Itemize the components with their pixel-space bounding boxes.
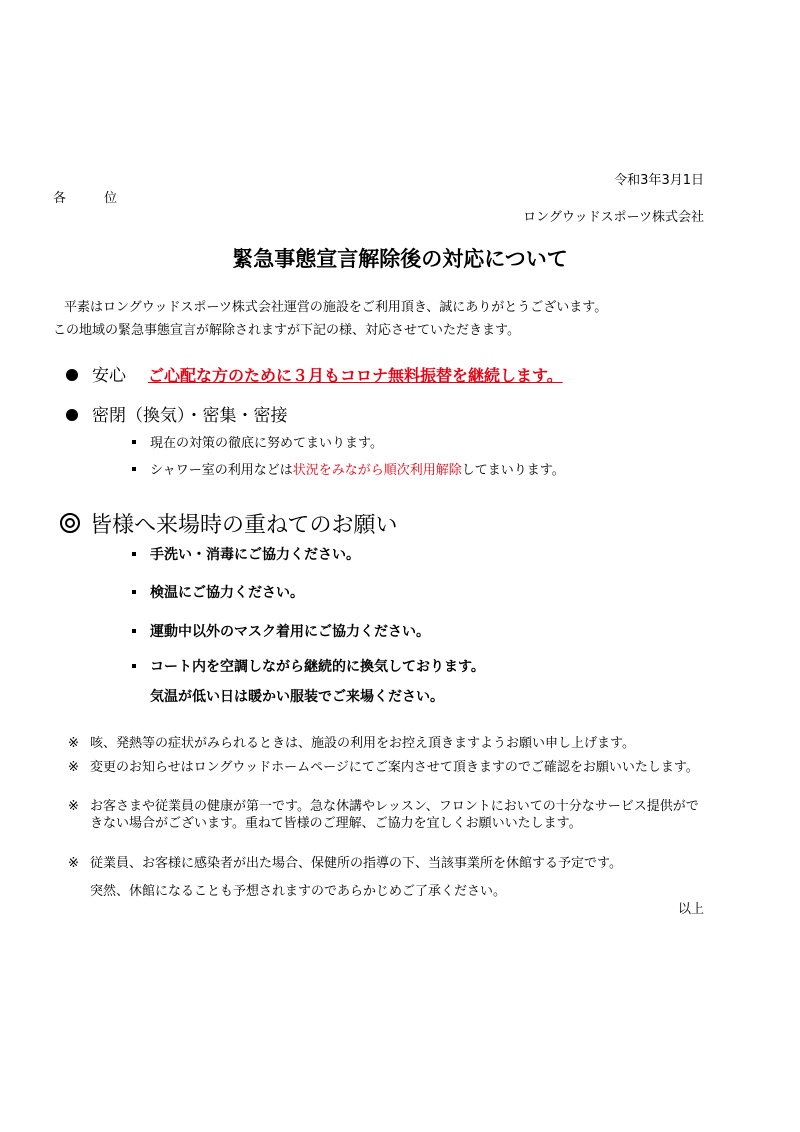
double-circle-icon xyxy=(60,513,80,533)
item-suffix: してまいります。 xyxy=(461,463,565,478)
reference-mark-icon: ※ xyxy=(68,856,79,871)
section-mippei-item xyxy=(132,459,565,478)
request-text: コート内を空調しながら継続的に換気しております。 xyxy=(150,659,485,675)
requests-heading-text: 皆様へ来場時の重ねてのお願い xyxy=(90,513,398,538)
note-text: 従業員、お客様に感染者が出た場合、保健所の指導の下、当該事業所を休館する予定です。 xyxy=(90,856,622,871)
request-item xyxy=(132,544,360,564)
note-continuation: 突然、休館になることも予想されますのであらかじめご了承ください。 xyxy=(90,884,507,899)
note-text: 咳、発熱等の症状がみられるときは、施設の利用をお控え頂きますようお願い申し上げます。 xyxy=(90,736,635,751)
reference-mark-icon: ※ xyxy=(68,760,79,775)
square-bullet-icon xyxy=(132,440,136,444)
section-anshin xyxy=(66,361,563,386)
item-text: 現在の対策の徹底に努めてまいります。 xyxy=(150,436,383,451)
intro-line-1: 平素はロングウッドスポーツ株式会社運営の施設をご利用頂き、誠にありがとうございます。 xyxy=(64,300,608,315)
request-text: 手洗い・消毒にご協力ください。 xyxy=(150,547,360,563)
request-item xyxy=(132,656,485,676)
square-bullet-icon xyxy=(132,467,136,471)
section-anshin-highlight: ご心配な方のために３月もコロナ無料振替を継続します。 xyxy=(148,366,563,385)
square-bullet-icon xyxy=(132,664,136,668)
item-prefix: シャワー室の利用などは xyxy=(150,463,293,478)
request-continuation: 気温が低い日は暖かい服装でご来場ください。 xyxy=(150,689,444,705)
closing-mark: 以上 xyxy=(677,902,704,917)
addressee xyxy=(53,187,117,206)
square-bullet-icon xyxy=(132,552,136,556)
request-text: 検温にご協力ください。 xyxy=(150,585,304,601)
addressee-part-2: 位 xyxy=(104,191,118,206)
note-item xyxy=(68,855,708,872)
request-text: 運動中以外のマスク着用にご協力ください。 xyxy=(150,624,430,640)
square-bullet-icon xyxy=(132,590,136,594)
note-text: 変更のお知らせはロングウッドホームページにてご案内させて頂きますのでご確認をお願いいたします。 xyxy=(90,760,699,775)
reference-mark-icon: ※ xyxy=(68,799,79,814)
note-item xyxy=(68,759,708,776)
requests-heading xyxy=(60,508,397,539)
note-text: お客さまや従業員の健康が第一です。急な休講やレッスン、フロントにおいての十分なサービス提供ができない場合がございます。重ねて皆様のご理解、ご協力を宜しくお願いいたします。 xyxy=(90,799,699,831)
intro-line-2: この地域の緊急事態宣言が解除されますが下記の様、対応させていただきます。 xyxy=(53,323,520,338)
section-mippei xyxy=(66,401,288,426)
section-mippei-label: 密閉（換気）・密集・密接 xyxy=(92,406,288,426)
document-date: 令和3年3月1日 xyxy=(614,173,704,188)
bullet-dot-icon xyxy=(66,409,78,421)
document-title: 緊急事態宣言解除後の対応について xyxy=(232,247,568,271)
item-red-emphasis: 状況をみながら順次利用解除 xyxy=(292,463,462,478)
request-item xyxy=(132,621,430,641)
addressee-part-1: 各 xyxy=(53,191,67,206)
reference-mark-icon: ※ xyxy=(68,736,79,751)
note-item xyxy=(68,798,708,832)
section-mippei-item xyxy=(132,432,383,451)
square-bullet-icon xyxy=(132,629,136,633)
company-name: ロングウッドスポーツ株式会社 xyxy=(523,210,704,225)
section-anshin-label: 安心 xyxy=(92,366,126,386)
bullet-dot-icon xyxy=(66,369,78,381)
request-item xyxy=(132,582,304,602)
note-item xyxy=(68,735,708,752)
